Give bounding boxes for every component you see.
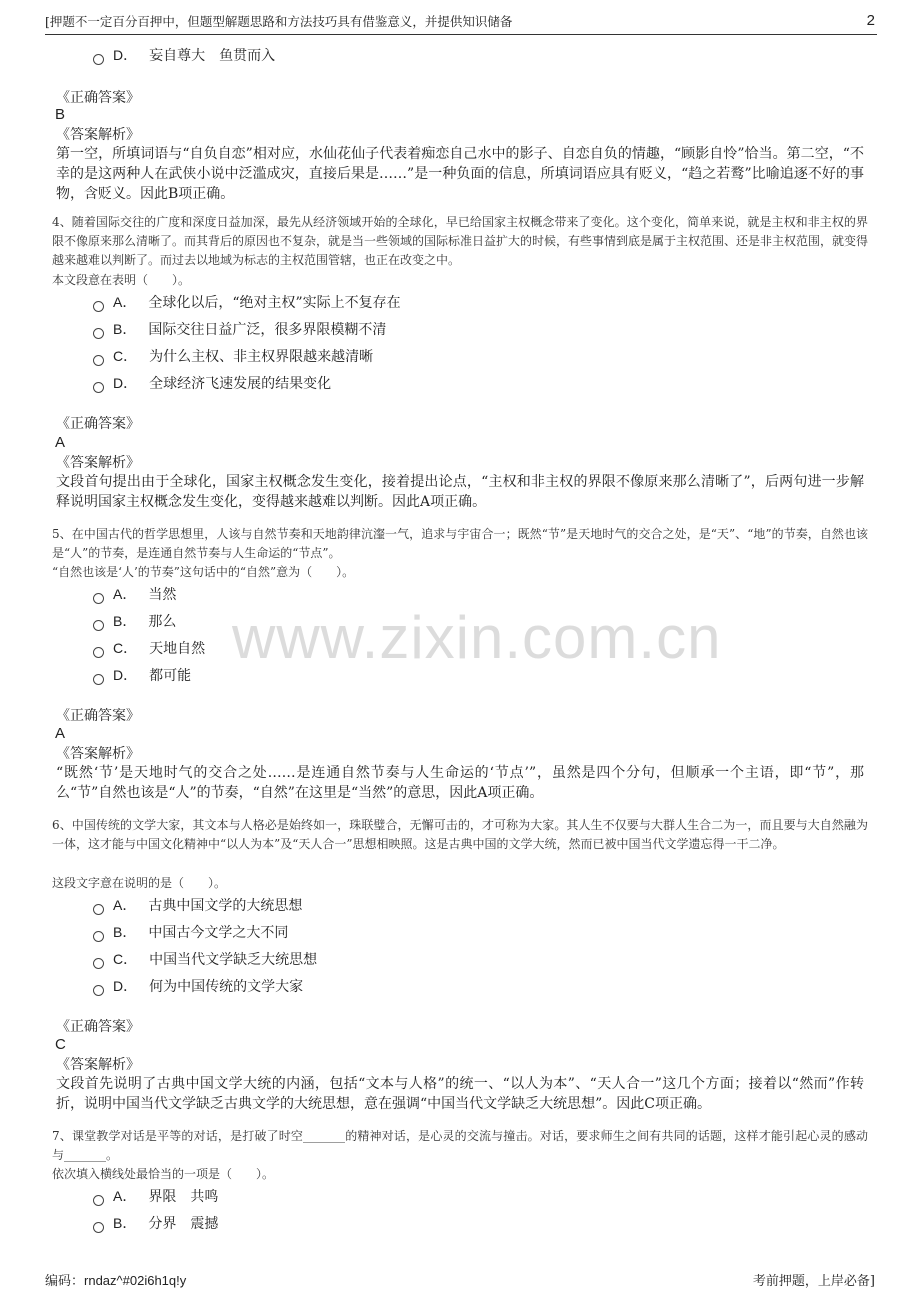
option-letter: A．: [113, 897, 137, 913]
q6-explain-label: 《答案解析》: [56, 1057, 140, 1073]
q3-explain-label: 《答案解析》: [56, 127, 140, 143]
radio-icon[interactable]: [93, 958, 104, 969]
q4-answer-label: 《正确答案》: [56, 416, 140, 432]
q4-question-text: 4、随着国际交往的广度和深度日益加深，最先从经济领域开始的全球化，早已给国家主权概念带来了变化。这个变化，简单来说，就是主权和非主权的界限不像原来那么清晰了。而其背后的原因也不复杂，就是当一些领域的国际标准日益扩大的时候，有些事情到底是属于主权范围、还是非主权范围，就变得越来越难以判断了。而过去以地域为标志的主权范围管辖，也正在改变之中。: [52, 215, 869, 267]
q4-option-a[interactable]: [93, 291, 401, 313]
radio-icon[interactable]: [93, 593, 104, 604]
q5-option-d[interactable]: [93, 664, 191, 686]
option-letter: D．: [113, 375, 138, 391]
option-text: 中国当代文学缺乏大统思想: [149, 952, 318, 968]
option-text: 为什么主权、非主权界限越来越清晰: [149, 349, 374, 365]
q5-explain-label: 《答案解析》: [56, 746, 140, 762]
q5-option-a[interactable]: [93, 583, 176, 605]
q5-answer-label: 《正确答案》: [56, 708, 140, 724]
option-text: 都可能: [149, 668, 192, 684]
q7-prompt: 依次填入横线处最恰当的一项是（ ）。: [52, 1167, 275, 1181]
option-letter: B．: [113, 613, 137, 629]
radio-icon[interactable]: [93, 1222, 104, 1233]
q6-option-d[interactable]: [93, 975, 303, 997]
page-header: [45, 10, 877, 35]
q4-option-c[interactable]: [93, 345, 373, 367]
option-letter: B．: [113, 1215, 137, 1231]
radio-icon[interactable]: [93, 674, 104, 685]
q3-answer-label: 《正确答案》: [56, 90, 140, 106]
q3-option-d[interactable]: [93, 44, 275, 66]
option-letter: A．: [113, 294, 137, 310]
q6-answer-label: 《正确答案》: [56, 1019, 140, 1035]
option-text: 妄自尊大 鱼贯而入: [149, 48, 276, 64]
footer-code-label: 编码：: [45, 1274, 85, 1289]
header-text: [押题不一定百分百押中，但题型解题思路和方法技巧具有借鉴意义，并提供知识储备: [45, 14, 513, 29]
q4-answer: A: [55, 434, 66, 451]
radio-icon[interactable]: [93, 355, 104, 366]
q6-answer: C: [55, 1036, 66, 1053]
radio-icon[interactable]: [93, 647, 104, 658]
q4-prompt: 本文段意在表明（ ）。: [52, 273, 191, 287]
option-letter: C．: [113, 951, 138, 967]
page-number: 2: [866, 12, 875, 29]
q5-prompt: “自然也该是‘人’的节奏”这句话中的“自然”意为（ ）。: [52, 565, 355, 579]
radio-icon[interactable]: [93, 1195, 104, 1206]
option-text: 界限 共鸣: [148, 1189, 219, 1205]
q3-answer: B: [55, 106, 66, 123]
q5-option-c[interactable]: [93, 637, 205, 659]
option-letter: D．: [113, 47, 138, 63]
radio-icon[interactable]: [93, 985, 104, 996]
option-letter: A．: [113, 586, 137, 602]
q6-question-text: 6、中国传统的文学大家，其文本与人格必是始终如一，珠联璧合，无懈可击的，才可称为大家。其人生不仅要与大群人生合二为一，而且要与大自然融为一体，这才能与中国文化精神中“以人为本”及“天人合一”思想相映照。这是古典中国的文学大统，然而已被中国当代文学遗忘得一干二净。: [52, 818, 868, 851]
q7-question-text: 7、课堂教学对话是平等的对话，是打破了时空_______的精神对话，是心灵的交流与撞击。对话，要求师生之间有共同的话题，这样才能引起心灵的感动与_______。: [52, 1129, 868, 1162]
option-letter: D．: [113, 978, 138, 994]
q7-option-b[interactable]: [93, 1212, 218, 1234]
option-letter: B．: [113, 321, 137, 337]
option-letter: B．: [113, 924, 137, 940]
q6-option-c[interactable]: [93, 948, 317, 970]
option-letter: D．: [113, 667, 138, 683]
radio-icon[interactable]: [93, 328, 104, 339]
option-text: 分界 震撼: [148, 1216, 219, 1232]
q6-explanation: 文段首先说明了古典中国文学大统的内涵，包括“文本与人格”的统一、“以人为本”、“天人合一”这几个方面；接着以“然而”作转折，说明中国当代文学缺乏古典文学的大统思想，意在强调“中国当代文学缺乏大统思想”。因此C项正确。: [56, 1076, 864, 1112]
q4-option-b[interactable]: [93, 318, 386, 340]
q4-option-d[interactable]: [93, 372, 331, 394]
radio-icon[interactable]: [93, 301, 104, 312]
option-text: 何为中国传统的文学大家: [149, 979, 304, 995]
radio-icon[interactable]: [93, 904, 104, 915]
q6-option-b[interactable]: [93, 921, 288, 943]
q3-explanation: 第一空，所填词语与“自负自恋”相对应，水仙花仙子代表着痴恋自己水中的影子、自恋自负的情趣，“顾影自怜”恰当。第二空，“不幸的是这两种人在武侠小说中泛滥成灾，直接后果是……”是一种负面的信息，所填词语应具有贬义，“趋之若鹜”比喻追逐不好的事物，含贬义。因此B项正确。: [56, 146, 864, 202]
option-text: 全球经济飞速发展的结果变化: [149, 376, 332, 392]
radio-icon[interactable]: [93, 54, 104, 65]
q5-question-text: 5、在中国古代的哲学思想里，人该与自然节奏和天地韵律沆瀣一气，追求与宇宙合一；既然“节”是天地时气的交合之处，是“天”、“地”的节奏，自然也该是“人”的节奏，是连通自然节奏与人生命运的“节点”。: [52, 527, 868, 560]
q6-option-a[interactable]: [93, 894, 302, 916]
option-text: 古典中国文学的大统思想: [148, 898, 303, 914]
footer-code: [45, 1270, 186, 1289]
footer-code-value: rndaz^#02i6h1q!y: [84, 1273, 187, 1288]
q4-explain-label: 《答案解析》: [56, 455, 140, 471]
q6-prompt: 这段文字意在说明的是（ ）。: [52, 876, 227, 890]
option-text: 那么: [148, 614, 177, 630]
option-text: 全球化以后，“绝对主权”实际上不复存在: [148, 295, 401, 311]
option-letter: A．: [113, 1188, 137, 1204]
q5-option-b[interactable]: [93, 610, 176, 632]
q5-answer: A: [55, 725, 66, 742]
option-letter: C．: [113, 348, 138, 364]
option-text: 天地自然: [149, 641, 206, 657]
option-letter: C．: [113, 640, 138, 656]
radio-icon[interactable]: [93, 931, 104, 942]
q5-explanation: “既然‘节’是天地时气的交合之处……是连通自然节奏与人生命运的‘节点’”，虽然是四个分句，但顺承一个主语，即“节”，那么“节”自然也该是“人”的节奏，“自然”在这里是“当然”的意思，因此A项正确。: [56, 765, 864, 801]
radio-icon[interactable]: [93, 382, 104, 393]
footer-slogan: 考前押题，上岸必备]: [752, 1274, 875, 1289]
option-text: 中国古今文学之大不同: [148, 925, 289, 941]
option-text: 当然: [148, 587, 177, 603]
radio-icon[interactable]: [93, 620, 104, 631]
q4-explanation: 文段首句提出由于全球化，国家主权概念发生变化，接着提出论点，“主权和非主权的界限不像原来那么清晰了”，后两句进一步解释说明国家主权概念发生变化，变得越来越难以判断。因此A项正确。: [56, 474, 864, 510]
q7-option-a[interactable]: [93, 1185, 218, 1207]
option-text: 国际交往日益广泛，很多界限模糊不清: [148, 322, 387, 338]
watermark: www.zixin.com.cn: [232, 604, 722, 671]
